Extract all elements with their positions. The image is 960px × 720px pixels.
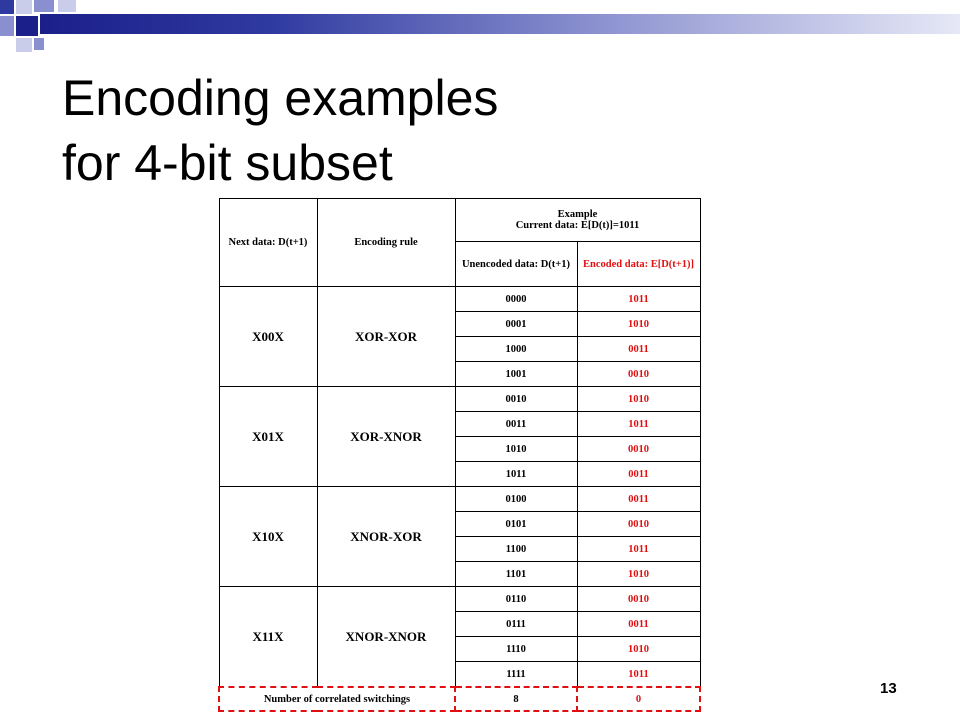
- encoded-cell: 1011: [577, 537, 700, 562]
- header-next-data: Next data: D(t+1): [219, 199, 317, 287]
- encoded-cell: 0010: [577, 437, 700, 462]
- decor-square: [34, 38, 44, 50]
- unencoded-cell: 0110: [455, 587, 577, 612]
- unencoded-cell: 0111: [455, 612, 577, 637]
- header-encoded: Encoded data: E[D(t+1)]: [577, 242, 700, 287]
- footer-label: Number of correlated switchings: [219, 687, 455, 711]
- header-encoding-rule: Encoding rule: [317, 199, 455, 287]
- table-row: [219, 487, 700, 512]
- table-row: [219, 587, 700, 612]
- decor-square: [34, 0, 54, 12]
- table-footer-row: [219, 687, 700, 711]
- slide-title-line1: Encoding examples: [62, 70, 499, 126]
- encoded-cell: 0011: [577, 337, 700, 362]
- header-example-line1: Example: [557, 209, 598, 220]
- rule-cell: XOR-XNOR: [317, 387, 455, 487]
- unencoded-cell: 0001: [455, 312, 577, 337]
- encoded-cell: 0011: [577, 462, 700, 487]
- decor-square: [16, 0, 32, 14]
- unencoded-cell: 0101: [455, 512, 577, 537]
- encoded-cell: 1011: [577, 287, 700, 312]
- subset-cell: X11X: [219, 587, 317, 688]
- unencoded-cell: 1011: [455, 462, 577, 487]
- unencoded-cell: 1110: [455, 637, 577, 662]
- encoded-cell: 1010: [577, 312, 700, 337]
- decor-square: [16, 38, 32, 52]
- header-example-line2: Current data: E[D(t)]=1011: [515, 220, 640, 231]
- rule-cell: XNOR-XOR: [317, 487, 455, 587]
- unencoded-cell: 0011: [455, 412, 577, 437]
- unencoded-cell: 1101: [455, 562, 577, 587]
- footer-unencoded-count: 8: [455, 687, 577, 711]
- unencoded-cell: 1100: [455, 537, 577, 562]
- table-row: [219, 387, 700, 412]
- unencoded-cell: 0010: [455, 387, 577, 412]
- rule-cell: XOR-XOR: [317, 287, 455, 387]
- encoded-cell: 0011: [577, 612, 700, 637]
- subset-cell: X10X: [219, 487, 317, 587]
- decor-square: [58, 0, 76, 12]
- encoding-table: [218, 198, 701, 712]
- encoded-cell: 1011: [577, 412, 700, 437]
- encoded-cell: 0010: [577, 512, 700, 537]
- rule-cell: XNOR-XNOR: [317, 587, 455, 688]
- header-unencoded: Unencoded data: D(t+1): [455, 242, 577, 287]
- decor-square: [0, 16, 14, 36]
- header-example: [455, 199, 700, 242]
- unencoded-cell: 1111: [455, 662, 577, 688]
- slide-title: [62, 66, 498, 196]
- encoded-cell: 1010: [577, 637, 700, 662]
- encoded-cell: 0010: [577, 362, 700, 387]
- encoded-cell: 0011: [577, 487, 700, 512]
- table-row: [219, 287, 700, 312]
- unencoded-cell: 1000: [455, 337, 577, 362]
- encoded-cell: 1010: [577, 562, 700, 587]
- footer-encoded-count: 0: [577, 687, 700, 711]
- unencoded-cell: 1001: [455, 362, 577, 387]
- unencoded-cell: 0000: [455, 287, 577, 312]
- decor-square: [0, 0, 14, 14]
- header-gradient-bar: [40, 14, 960, 34]
- slide-title-line2: for 4-bit subset: [62, 135, 393, 191]
- decor-square: [16, 16, 38, 36]
- unencoded-cell: 0100: [455, 487, 577, 512]
- page-number: 13: [880, 680, 897, 697]
- encoded-cell: 1011: [577, 662, 700, 688]
- encoded-cell: 0010: [577, 587, 700, 612]
- subset-cell: X00X: [219, 287, 317, 387]
- unencoded-cell: 1010: [455, 437, 577, 462]
- subset-cell: X01X: [219, 387, 317, 487]
- encoded-cell: 1010: [577, 387, 700, 412]
